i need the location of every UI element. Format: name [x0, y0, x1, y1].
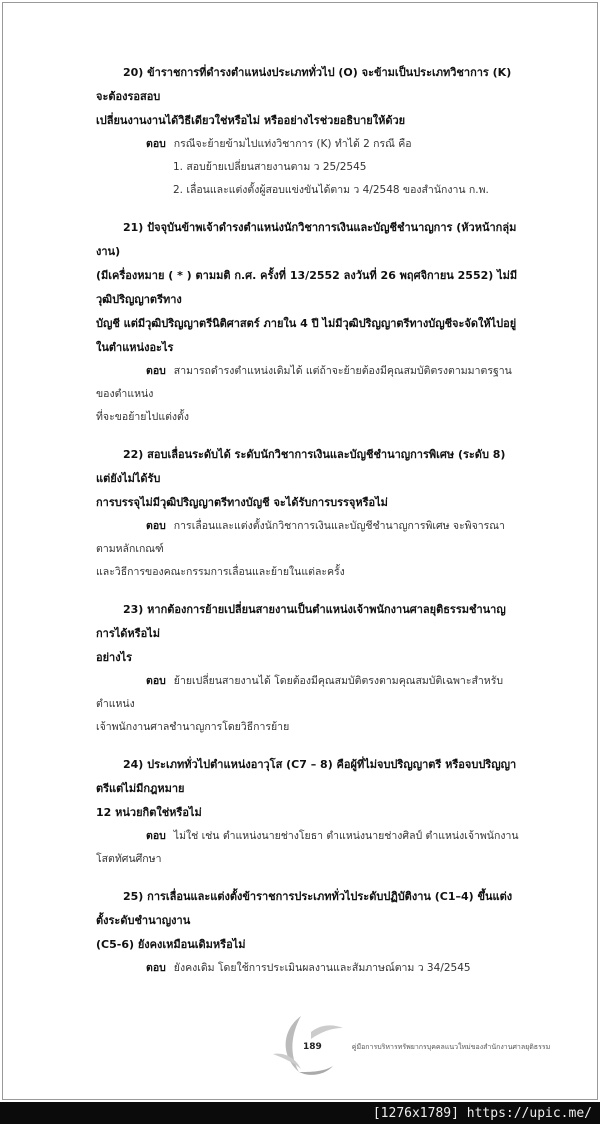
qa-24 — [96, 753, 522, 871]
question-23: 23) หากต้องการย้ายเปลี่ยนสายงานเป็นตำแหน่งเจ้าพนักงานศาลยุติธรรมชำนาญการได้หรือไม่ อย่างไร — [96, 603, 506, 664]
answer-23: ตอบ ย้ายเปลี่ยนสายงานได้ โดยต้องมีคุณสมบัติตรงตามคุณสมบัติเฉพาะสำหรับตำแหน่ง เจ้าพนักงานศาลชำนาญการโดยวิธีการย้าย — [96, 675, 504, 733]
answer-22: ตอบ การเลื่อนและแต่งตั้งนักวิชาการเงินและบัญชีชำนาญการพิเศษ จะพิจารณาตามหลักเกณฑ์ และวิธีการของคณะกรรมการเลื่อนและย้ายในแต่ละครั้ง — [96, 520, 505, 578]
qa-23 — [96, 598, 522, 739]
answer-20-item-1: 1. สอบย้ายเปลี่ยนสายงานตาม ว 25/2545 — [173, 161, 367, 173]
page-footer — [3, 994, 597, 1079]
question-24: 24) ประเภททั่วไปตำแหน่งอาวุโส (C7 – 8) คือผู้ที่ไม่จบปริญญาตรี หรือจบปริญญาตรีแต่ไม่มีกฎหมาย 12 หน่วยกิตใช่หรือไม่ — [96, 758, 517, 819]
answer-21: ตอบ สามารถดำรงตำแหน่งเดิมได้ แต่ถ้าจะย้ายต้องมีคุณสมบัติตรงตามมาตรฐานของตำแหน่ง ที่จะขอย้ายไปแต่งตั้ง — [96, 365, 512, 423]
qa-20 — [96, 61, 522, 202]
footer-title: คู่มือการบริหารทรัพยากรบุคคลแนวใหม่ของสำนักงานศาลยุติธรรม — [351, 1042, 551, 1051]
question-22: 22) สอบเลื่อนระดับได้ ระดับนักวิชาการเงินและบัญชีชำนาญการพิเศษ (ระดับ 8) แต่ยังไม่ได้รับ การบรรจุไม่มีวุฒิปริญญาตรีทางบัญชี จะได้รับการบรรจุหรือไม่ — [96, 448, 506, 509]
qa-22 — [96, 443, 522, 584]
qa-25 — [96, 885, 522, 980]
answer-20: ตอบ กรณีจะย้ายข้ามไปแท่งวิชาการ (K) ทำได้ 2 กรณี คือ 1. สอบย้ายเปลี่ยนสายงานตาม ว 25/2545 2. เลื่อนและแต่งตั้งผู้สอบแข่งขันได้ตาม ว 4/2548 ของสำนักงาน ก.พ. — [96, 133, 522, 202]
qa-21 — [96, 216, 522, 429]
answer-25: ตอบ ยังคงเดิม โดยใช้การประเมินผลงานและสัมภาษณ์ตาม ว 34/2545 — [146, 962, 471, 974]
question-21: 21) ปัจจุบันข้าพเจ้าดำรงตำแหน่งนักวิชาการเงินและบัญชีชำนาญการ (หัวหน้ากลุ่มงาน) (มีเครื่องหมาย ( * ) ตามมติ ก.ศ. ครั้งที่ 13/2552 ลงวันที่ 26 พฤศจิกายน 2552) ไม่มีวุฒิปริญญาตรีทาง บัญชี แต่มีวุฒิปริญญาตรีนิติศาสตร์ ภายใน 4 ปี ไม่มีวุฒิปริญญาตรีทางบัญชีจะจัดให้ไปอยู่ในตำแหน่งอะไร — [96, 221, 518, 354]
question-20: 20) ข้าราชการที่ดำรงตำแหน่งประเภททั่วไป (O) จะข้ามเป็นประเภทวิชาการ (K) จะต้องรอสอบ เปลี่ยนงานงานได้วิธีเดียวใช่หรือไม่ หรืออย่างไรช่วยอธิบายให้ด้วย — [96, 66, 512, 127]
answer-24: ตอบ ไม่ใช่ เช่น ตำแหน่งนายช่างโยธา ตำแหน่งนายช่างศิลป์ ตำแหน่งเจ้าพนักงานโสตทัศนศึกษา — [96, 830, 519, 865]
page-content — [3, 61, 597, 994]
page-border — [2, 2, 598, 1100]
question-25: 25) การเลื่อนและแต่งตั้งข้าราชการประเภททั่วไประดับปฏิบัติงาน (C1–4) ขึ้นแต่งตั้งระดับชำนาญงาน (C5-6) ยังคงเหมือนเดิมหรือไม่ — [96, 890, 513, 951]
page-number: 189 — [303, 1041, 322, 1052]
watermark-bar — [0, 1102, 600, 1124]
answer-20-item-2: 2. เลื่อนและแต่งตั้งผู้สอบแข่งขันได้ตาม ว 4/2548 ของสำนักงาน ก.พ. — [173, 184, 489, 196]
watermark-text: [1276x1789] https://upic.me/ — [372, 1106, 592, 1121]
